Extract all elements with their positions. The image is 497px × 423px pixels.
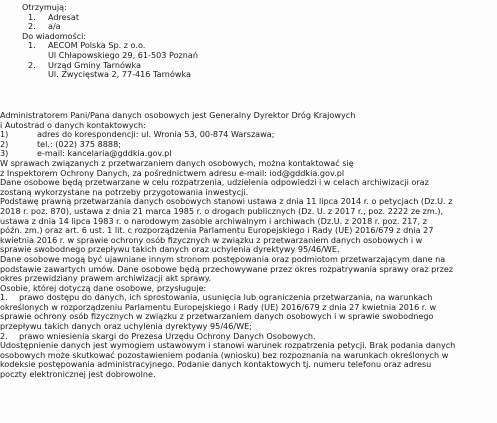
paragraph-line: W sprawach związanych z przetwarzaniem danych osobowych, można kontaktować się bbox=[0, 157, 354, 168]
paragraph-line: okres przewidziany prawem archiwizacji akt sprawy. bbox=[0, 273, 212, 284]
cc-address: Ul Chłapowskiego 29, 61-503 Poznań bbox=[48, 49, 198, 60]
paragraph-line: określonych w rozporządzeniu Parlamentu Europejskiego i Rady (UE) 2016/679 z dnia 27 kwietnia 2016 r. w bbox=[0, 301, 437, 312]
paragraph-line: kodeksie postępowania administracyjnego. Podanie danych kontaktowych tj. numeru telefonu oraz adresu bbox=[0, 359, 432, 370]
recipients-heading: Otrzymują: bbox=[22, 2, 67, 12]
paragraph-line: sprawie ochrony osób fizycznych w związku z przetwarzaniem danych osobowych i w sprawie swobodnego bbox=[0, 311, 434, 322]
paragraph-line: z Inspektorem Ochrony Danych, za pośrednictwem adresu e-mail: iod@gddkia.gov.pl bbox=[0, 167, 345, 178]
cc-item: 2. Urząd Gminy Tarnówka bbox=[28, 59, 142, 70]
paragraph-line: Administratorem Pani/Pana danych osobowych jest Generalny Dyrektor Dróg Krajowych bbox=[0, 110, 356, 120]
recipient-item: 1. Adresat bbox=[28, 11, 80, 22]
paragraph-line: 2018 r. poz. 870), ustawa z dnia 21 marca 1985 r. o drogach publicznych (Dz. U. z 2017 r., poz. 2222 ze zm.), bbox=[0, 205, 444, 216]
paragraph-line: kwietnia 2016 r. w sprawie ochrony osób fizycznych w związku z przetwarzaniem danych osobowych i w bbox=[0, 234, 423, 245]
paragraph-line: poczty elektronicznej jest dobrowolne. bbox=[0, 369, 156, 380]
paragraph-line: podstawie zawartych umów. Dane osobowe będą przechowywane przez okres rozpatrywania sprawy oraz przez bbox=[0, 263, 454, 274]
paragraph-line: Udostępnienie danych jest wymogiem ustawowym i stanowi warunek rozpatrzenia petycji. Brak podania danych bbox=[0, 340, 456, 351]
contact-item: 2) tel.: (022) 375 8888; bbox=[0, 138, 121, 149]
recipients-section bbox=[0, 2, 198, 80]
contact-item: 3) e-mail: kancelaria@gddkia.gov.pl bbox=[0, 148, 172, 159]
paragraph-line: ustawa z dnia 14 lipca 1983 r. o narodowym zasobie archiwalnym i archiwach (Dz.U. z 2018 r. poz. 217, z bbox=[0, 215, 427, 226]
recipient-item: 2. a/a bbox=[28, 21, 61, 32]
paragraph-line: Podstawę prawną przetwarzania danych osobowych stanowi ustawa z dnia 11 lipca 2014 r. o petycjach (Dz.U. z bbox=[0, 196, 453, 207]
gdpr-clause bbox=[0, 111, 455, 380]
rights-item: 2. prawo wniesienia skargi do Prezesa Urzędu Ochrony Danych Osobowych. bbox=[0, 330, 316, 341]
paragraph-line: osobowych może skutkować pozostawieniem podania (wniosku) bez rozpoznania na warunkach określonych w bbox=[0, 349, 449, 360]
cc-heading: Do wiadomości: bbox=[22, 30, 87, 41]
paragraph-line: i Autostrad o danych kontaktowych: bbox=[0, 119, 146, 130]
cc-name: AECOM Polska Sp. z o.o. bbox=[48, 40, 146, 51]
cc-name: Urząd Gminy Tarnówka bbox=[48, 59, 142, 70]
paragraph-line: przepływu takich danych oraz uchylenia dyrektywy 95/46/WE; bbox=[0, 321, 252, 332]
paragraph-line: zostaną wykorzystane na potrzeby przygotowania inwestycji. bbox=[0, 186, 249, 197]
cc-item: 1. AECOM Polska Sp. z o.o. bbox=[28, 40, 146, 51]
paragraph-line: późn. zm.) oraz art. 6 ust. 1 lit. c rozporządzenia Parlamentu Europejskiego i Rady (UE) 2016/679 z dnia 27 bbox=[0, 225, 434, 236]
paragraph-line: Dane osobowe mogą być ujawniane innym stronom postępowania oraz podmiotom przetwarzającym dane na bbox=[0, 253, 446, 264]
rights-item: 1. prawo dostępu do danych, ich sprostowania, usunięcia lub ograniczenia przetwarzania, na warunkach bbox=[0, 292, 433, 303]
contact-item: 1) adres do korespondencji: ul. Wronia 53, 00-874 Warszawa; bbox=[0, 129, 275, 140]
cc-address: Ul. Zwycięstwa 2, 77-416 Tarnówka bbox=[48, 69, 191, 80]
paragraph-line: sprawie swobodnego przepływu takich danych oraz uchylenia dyrektywy 95/46/WE. bbox=[0, 244, 340, 255]
paragraph-line: Osobie, której dotyczą dane osobowe, przysługuje: bbox=[0, 282, 207, 293]
paragraph-line: Dane osobowe będą przetwarzane w celu rozpatrzenia, udzielenia odpowiedzi i w celach archiwizacji oraz bbox=[0, 177, 429, 188]
